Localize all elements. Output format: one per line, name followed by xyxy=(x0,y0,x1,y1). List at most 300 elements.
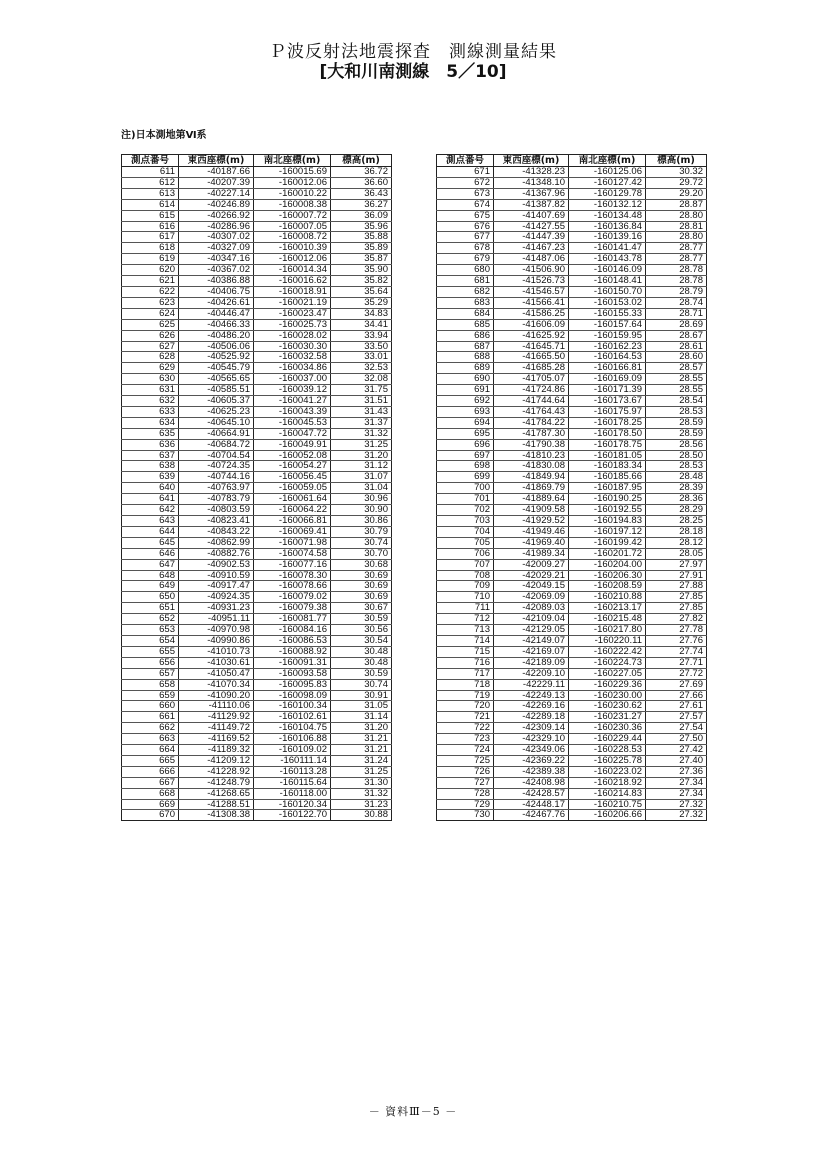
northing-cell: -160052.08 xyxy=(254,450,331,461)
table-row xyxy=(122,374,392,385)
elevation-cell: 28.69 xyxy=(646,319,707,330)
table-row xyxy=(437,374,707,385)
station-number-cell: 690 xyxy=(437,374,494,385)
northing-cell: -160093.58 xyxy=(254,668,331,679)
northing-cell: -160230.36 xyxy=(569,723,646,734)
easting-cell: -40951.11 xyxy=(179,614,254,625)
station-number-cell: 686 xyxy=(437,330,494,341)
elevation-cell: 27.36 xyxy=(646,766,707,777)
northing-cell: -160095.83 xyxy=(254,679,331,690)
northing-cell: -160194.83 xyxy=(569,516,646,527)
station-number-cell: 611 xyxy=(122,167,179,178)
table-row xyxy=(437,788,707,799)
table-row xyxy=(437,341,707,352)
station-number-cell: 716 xyxy=(437,657,494,668)
elevation-cell: 35.87 xyxy=(331,254,392,265)
easting-cell: -41909.58 xyxy=(494,505,569,516)
easting-cell: -41427.55 xyxy=(494,221,569,232)
easting-cell: -40545.79 xyxy=(179,363,254,374)
elevation-cell: 31.32 xyxy=(331,788,392,799)
station-number-cell: 642 xyxy=(122,505,179,516)
easting-cell: -42369.22 xyxy=(494,755,569,766)
elevation-cell: 27.57 xyxy=(646,712,707,723)
elevation-cell: 28.39 xyxy=(646,483,707,494)
station-number-cell: 696 xyxy=(437,439,494,450)
easting-cell: -41149.72 xyxy=(179,723,254,734)
station-number-cell: 651 xyxy=(122,603,179,614)
station-number-cell: 664 xyxy=(122,745,179,756)
elevation-cell: 30.74 xyxy=(331,679,392,690)
northing-cell: -160178.50 xyxy=(569,428,646,439)
elevation-cell: 36.60 xyxy=(331,177,392,188)
northing-cell: -160217.80 xyxy=(569,625,646,636)
table-row xyxy=(437,745,707,756)
easting-cell: -40207.39 xyxy=(179,177,254,188)
easting-cell: -42329.10 xyxy=(494,734,569,745)
northing-cell: -160086.53 xyxy=(254,635,331,646)
elevation-cell: 31.32 xyxy=(331,428,392,439)
station-number-cell: 673 xyxy=(437,188,494,199)
easting-cell: -42169.07 xyxy=(494,646,569,657)
easting-cell: -40187.66 xyxy=(179,167,254,178)
easting-cell: -41685.28 xyxy=(494,363,569,374)
table-row xyxy=(122,265,392,276)
table-row xyxy=(122,177,392,188)
easting-cell: -41010.73 xyxy=(179,646,254,657)
table-row xyxy=(122,526,392,537)
table-row xyxy=(437,766,707,777)
elevation-cell: 30.68 xyxy=(331,559,392,570)
easting-cell: -40970.98 xyxy=(179,625,254,636)
elevation-cell: 27.69 xyxy=(646,679,707,690)
station-number-cell: 697 xyxy=(437,450,494,461)
elevation-cell: 28.54 xyxy=(646,396,707,407)
elevation-cell: 27.82 xyxy=(646,614,707,625)
northing-cell: -160120.34 xyxy=(254,799,331,810)
table-row xyxy=(122,286,392,297)
table-row xyxy=(122,330,392,341)
header-elevation: 標高(m) xyxy=(646,155,707,167)
station-number-cell: 612 xyxy=(122,177,179,188)
table-row xyxy=(437,570,707,581)
easting-cell: -41929.52 xyxy=(494,516,569,527)
table-row xyxy=(122,799,392,810)
elevation-cell: 27.42 xyxy=(646,745,707,756)
table-row xyxy=(437,755,707,766)
elevation-cell: 27.32 xyxy=(646,799,707,810)
northing-cell: -160037.00 xyxy=(254,374,331,385)
northing-cell: -160175.97 xyxy=(569,406,646,417)
northing-cell: -160132.12 xyxy=(569,199,646,210)
easting-cell: -40625.23 xyxy=(179,406,254,417)
easting-cell: -40585.51 xyxy=(179,385,254,396)
easting-cell: -40605.37 xyxy=(179,396,254,407)
easting-cell: -41989.34 xyxy=(494,548,569,559)
station-number-cell: 663 xyxy=(122,734,179,745)
datum-note: 注)日本測地第Ⅵ系 xyxy=(121,130,207,141)
northing-cell: -160183.34 xyxy=(569,461,646,472)
easting-cell: -41889.64 xyxy=(494,494,569,505)
elevation-cell: 27.88 xyxy=(646,581,707,592)
elevation-cell: 31.51 xyxy=(331,396,392,407)
header-easting: 東西座標(m) xyxy=(494,155,569,167)
table-row xyxy=(122,505,392,516)
station-number-cell: 620 xyxy=(122,265,179,276)
elevation-cell: 31.20 xyxy=(331,723,392,734)
elevation-cell: 31.30 xyxy=(331,777,392,788)
station-number-cell: 720 xyxy=(437,701,494,712)
table-row xyxy=(122,254,392,265)
elevation-cell: 28.48 xyxy=(646,472,707,483)
northing-cell: -160166.81 xyxy=(569,363,646,374)
elevation-cell: 27.34 xyxy=(646,788,707,799)
table-row xyxy=(122,548,392,559)
northing-cell: -160032.58 xyxy=(254,352,331,363)
elevation-cell: 27.40 xyxy=(646,755,707,766)
elevation-cell: 35.82 xyxy=(331,276,392,287)
northing-cell: -160230.00 xyxy=(569,690,646,701)
easting-cell: -41467.23 xyxy=(494,243,569,254)
elevation-cell: 34.41 xyxy=(331,319,392,330)
station-number-cell: 659 xyxy=(122,690,179,701)
table-row xyxy=(437,167,707,178)
station-number-cell: 724 xyxy=(437,745,494,756)
easting-cell: -42448.17 xyxy=(494,799,569,810)
table-row xyxy=(122,472,392,483)
table-row xyxy=(437,276,707,287)
station-number-cell: 622 xyxy=(122,286,179,297)
easting-cell: -42349.06 xyxy=(494,745,569,756)
easting-cell: -40307.02 xyxy=(179,232,254,243)
station-number-cell: 682 xyxy=(437,286,494,297)
easting-cell: -41090.20 xyxy=(179,690,254,701)
easting-cell: -42049.15 xyxy=(494,581,569,592)
elevation-cell: 30.59 xyxy=(331,614,392,625)
easting-cell: -41949.46 xyxy=(494,526,569,537)
station-number-cell: 614 xyxy=(122,199,179,210)
elevation-cell: 27.74 xyxy=(646,646,707,657)
table-row xyxy=(122,483,392,494)
easting-cell: -40525.92 xyxy=(179,352,254,363)
station-number-cell: 660 xyxy=(122,701,179,712)
northing-cell: -160049.91 xyxy=(254,439,331,450)
station-number-cell: 646 xyxy=(122,548,179,559)
northing-cell: -160091.31 xyxy=(254,657,331,668)
easting-cell: -41969.40 xyxy=(494,537,569,548)
station-number-cell: 670 xyxy=(122,810,179,821)
easting-cell: -42109.04 xyxy=(494,614,569,625)
northing-cell: -160164.53 xyxy=(569,352,646,363)
station-number-cell: 635 xyxy=(122,428,179,439)
elevation-cell: 28.50 xyxy=(646,450,707,461)
elevation-cell: 28.87 xyxy=(646,199,707,210)
northing-cell: -160061.64 xyxy=(254,494,331,505)
header-station-number: 測点番号 xyxy=(122,155,179,167)
station-number-cell: 698 xyxy=(437,461,494,472)
table-row xyxy=(437,243,707,254)
elevation-cell: 30.74 xyxy=(331,537,392,548)
table-row xyxy=(437,297,707,308)
elevation-cell: 30.48 xyxy=(331,646,392,657)
northing-cell: -160074.58 xyxy=(254,548,331,559)
table-row xyxy=(437,232,707,243)
easting-cell: -40924.35 xyxy=(179,592,254,603)
table-row xyxy=(122,570,392,581)
northing-cell: -160210.75 xyxy=(569,799,646,810)
station-number-cell: 678 xyxy=(437,243,494,254)
easting-cell: -41849.94 xyxy=(494,472,569,483)
northing-cell: -160229.44 xyxy=(569,734,646,745)
table-row xyxy=(122,635,392,646)
elevation-cell: 29.72 xyxy=(646,177,707,188)
easting-cell: -42069.09 xyxy=(494,592,569,603)
easting-cell: -40684.72 xyxy=(179,439,254,450)
northing-cell: -160220.11 xyxy=(569,635,646,646)
northing-cell: -160077.16 xyxy=(254,559,331,570)
station-number-cell: 722 xyxy=(437,723,494,734)
station-number-cell: 617 xyxy=(122,232,179,243)
station-number-cell: 689 xyxy=(437,363,494,374)
northing-cell: -160054.27 xyxy=(254,461,331,472)
station-number-cell: 710 xyxy=(437,592,494,603)
northing-cell: -160008.72 xyxy=(254,232,331,243)
northing-cell: -160185.66 xyxy=(569,472,646,483)
station-number-cell: 640 xyxy=(122,483,179,494)
station-number-cell: 615 xyxy=(122,210,179,221)
station-number-cell: 714 xyxy=(437,635,494,646)
table-row xyxy=(437,559,707,570)
elevation-cell: 28.67 xyxy=(646,330,707,341)
easting-cell: -40506.06 xyxy=(179,341,254,352)
station-number-cell: 631 xyxy=(122,385,179,396)
header-station-number: 測点番号 xyxy=(437,155,494,167)
easting-cell: -41764.43 xyxy=(494,406,569,417)
station-number-cell: 717 xyxy=(437,668,494,679)
elevation-cell: 30.79 xyxy=(331,526,392,537)
elevation-cell: 27.34 xyxy=(646,777,707,788)
easting-cell: -41487.06 xyxy=(494,254,569,265)
table-row xyxy=(122,712,392,723)
easting-cell: -42089.03 xyxy=(494,603,569,614)
table-row xyxy=(437,810,707,821)
northing-cell: -160210.88 xyxy=(569,592,646,603)
easting-cell: -40990.86 xyxy=(179,635,254,646)
station-number-cell: 688 xyxy=(437,352,494,363)
station-number-cell: 677 xyxy=(437,232,494,243)
elevation-cell: 31.25 xyxy=(331,439,392,450)
elevation-cell: 31.04 xyxy=(331,483,392,494)
station-number-cell: 691 xyxy=(437,385,494,396)
elevation-cell: 28.53 xyxy=(646,406,707,417)
survey-table-left xyxy=(121,154,392,821)
table-row xyxy=(437,461,707,472)
easting-cell: -40882.76 xyxy=(179,548,254,559)
easting-cell: -40406.75 xyxy=(179,286,254,297)
station-number-cell: 618 xyxy=(122,243,179,254)
northing-cell: -160118.00 xyxy=(254,788,331,799)
easting-cell: -40347.16 xyxy=(179,254,254,265)
easting-cell: -40843.22 xyxy=(179,526,254,537)
elevation-cell: 31.24 xyxy=(331,755,392,766)
station-number-cell: 727 xyxy=(437,777,494,788)
station-number-cell: 715 xyxy=(437,646,494,657)
station-number-cell: 633 xyxy=(122,406,179,417)
page-title: Ｐ波反射法地震探査 測線測量結果 xyxy=(269,42,557,62)
table-row xyxy=(437,701,707,712)
table-row xyxy=(437,712,707,723)
station-number-cell: 701 xyxy=(437,494,494,505)
table-row xyxy=(122,657,392,668)
table-row xyxy=(437,690,707,701)
easting-cell: -40823.41 xyxy=(179,516,254,527)
easting-cell: -40744.16 xyxy=(179,472,254,483)
northing-cell: -160021.19 xyxy=(254,297,331,308)
northing-cell: -160181.05 xyxy=(569,450,646,461)
station-number-cell: 630 xyxy=(122,374,179,385)
table-row xyxy=(122,352,392,363)
northing-cell: -160197.12 xyxy=(569,526,646,537)
easting-cell: -41810.23 xyxy=(494,450,569,461)
elevation-cell: 31.23 xyxy=(331,799,392,810)
table-row xyxy=(437,548,707,559)
northing-cell: -160199.42 xyxy=(569,537,646,548)
easting-cell: -41407.69 xyxy=(494,210,569,221)
easting-cell: -42009.27 xyxy=(494,559,569,570)
northing-cell: -160078.30 xyxy=(254,570,331,581)
northing-cell: -160229.36 xyxy=(569,679,646,690)
station-number-cell: 729 xyxy=(437,799,494,810)
elevation-cell: 35.64 xyxy=(331,286,392,297)
elevation-cell: 30.56 xyxy=(331,625,392,636)
table-row xyxy=(437,679,707,690)
northing-cell: -160187.95 xyxy=(569,483,646,494)
elevation-cell: 32.08 xyxy=(331,374,392,385)
easting-cell: -42029.21 xyxy=(494,570,569,581)
easting-cell: -40931.23 xyxy=(179,603,254,614)
table-row xyxy=(437,210,707,221)
table-row xyxy=(437,581,707,592)
elevation-cell: 27.76 xyxy=(646,635,707,646)
elevation-cell: 31.75 xyxy=(331,385,392,396)
table-row xyxy=(122,341,392,352)
table-row xyxy=(122,766,392,777)
table-row xyxy=(437,592,707,603)
elevation-cell: 35.29 xyxy=(331,297,392,308)
northing-cell: -160015.69 xyxy=(254,167,331,178)
northing-cell: -160088.92 xyxy=(254,646,331,657)
easting-cell: -42389.38 xyxy=(494,766,569,777)
table-row xyxy=(122,385,392,396)
northing-cell: -160023.47 xyxy=(254,308,331,319)
station-number-cell: 723 xyxy=(437,734,494,745)
elevation-cell: 30.32 xyxy=(646,167,707,178)
elevation-cell: 33.01 xyxy=(331,352,392,363)
northing-cell: -160039.12 xyxy=(254,385,331,396)
table-row xyxy=(122,755,392,766)
elevation-cell: 28.57 xyxy=(646,363,707,374)
easting-cell: -41869.79 xyxy=(494,483,569,494)
elevation-cell: 31.43 xyxy=(331,406,392,417)
station-number-cell: 632 xyxy=(122,396,179,407)
northing-cell: -160171.39 xyxy=(569,385,646,396)
station-number-cell: 648 xyxy=(122,570,179,581)
table-row xyxy=(122,494,392,505)
northing-cell: -160069.41 xyxy=(254,526,331,537)
elevation-cell: 31.20 xyxy=(331,450,392,461)
table-row xyxy=(122,297,392,308)
elevation-cell: 34.83 xyxy=(331,308,392,319)
northing-cell: -160127.42 xyxy=(569,177,646,188)
northing-cell: -160056.45 xyxy=(254,472,331,483)
station-number-cell: 694 xyxy=(437,417,494,428)
table-row xyxy=(437,646,707,657)
elevation-cell: 31.14 xyxy=(331,712,392,723)
elevation-cell: 28.56 xyxy=(646,439,707,450)
table-row xyxy=(122,276,392,287)
northing-cell: -160228.53 xyxy=(569,745,646,756)
station-number-cell: 700 xyxy=(437,483,494,494)
elevation-cell: 33.94 xyxy=(331,330,392,341)
northing-cell: -160059.05 xyxy=(254,483,331,494)
table-row xyxy=(437,177,707,188)
table-row xyxy=(437,526,707,537)
table-row xyxy=(437,439,707,450)
easting-cell: -40327.09 xyxy=(179,243,254,254)
easting-cell: -41790.38 xyxy=(494,439,569,450)
page-subtitle: [大和川南測線 5／10] xyxy=(319,62,507,82)
easting-cell: -41328.23 xyxy=(494,167,569,178)
station-number-cell: 665 xyxy=(122,755,179,766)
table-row xyxy=(437,406,707,417)
northing-cell: -160079.02 xyxy=(254,592,331,603)
table-row xyxy=(122,701,392,712)
table-row xyxy=(122,592,392,603)
table-row xyxy=(437,199,707,210)
northing-cell: -160016.62 xyxy=(254,276,331,287)
station-number-cell: 649 xyxy=(122,581,179,592)
table-row xyxy=(122,777,392,788)
elevation-cell: 30.91 xyxy=(331,690,392,701)
elevation-cell: 31.37 xyxy=(331,417,392,428)
northing-cell: -160148.41 xyxy=(569,276,646,287)
table-row xyxy=(122,450,392,461)
northing-cell: -160007.72 xyxy=(254,210,331,221)
elevation-cell: 28.18 xyxy=(646,526,707,537)
station-number-cell: 703 xyxy=(437,516,494,527)
easting-cell: -40286.96 xyxy=(179,221,254,232)
table-row xyxy=(122,581,392,592)
table-row xyxy=(122,396,392,407)
elevation-cell: 30.86 xyxy=(331,516,392,527)
table-row xyxy=(437,428,707,439)
table-row xyxy=(437,505,707,516)
table-row xyxy=(122,243,392,254)
elevation-cell: 30.69 xyxy=(331,592,392,603)
table-row xyxy=(122,537,392,548)
easting-cell: -40902.53 xyxy=(179,559,254,570)
elevation-cell: 28.78 xyxy=(646,276,707,287)
northing-cell: -160100.34 xyxy=(254,701,331,712)
table-row xyxy=(122,199,392,210)
station-number-cell: 652 xyxy=(122,614,179,625)
station-number-cell: 685 xyxy=(437,319,494,330)
station-number-cell: 662 xyxy=(122,723,179,734)
northing-cell: -160122.70 xyxy=(254,810,331,821)
table-header-row xyxy=(122,155,392,167)
northing-cell: -160104.75 xyxy=(254,723,331,734)
elevation-cell: 27.91 xyxy=(646,570,707,581)
northing-cell: -160034.86 xyxy=(254,363,331,374)
